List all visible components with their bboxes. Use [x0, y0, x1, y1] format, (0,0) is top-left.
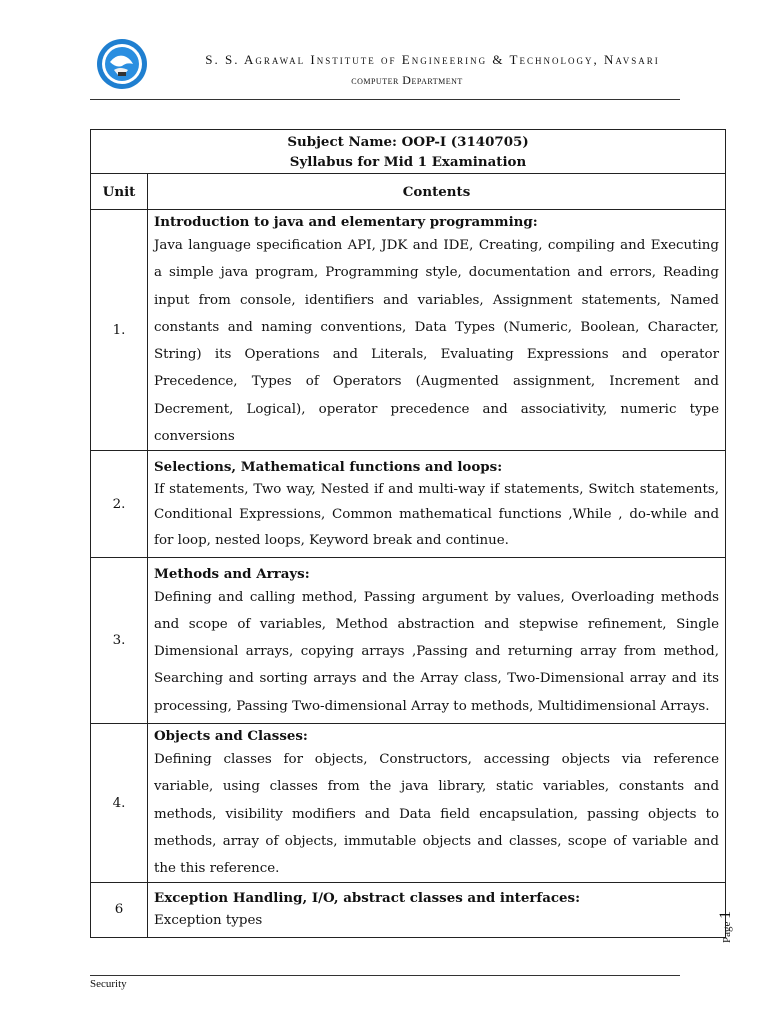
unit-number: 1. [91, 210, 148, 451]
subject-name: Subject Name: OOP-I (3140705) [287, 133, 529, 150]
topic-title: Introduction to java and elementary programming: [154, 214, 538, 230]
unit-number: 4. [91, 724, 148, 882]
contents-column-header: Contents [148, 174, 726, 210]
title-cell [91, 130, 726, 174]
topic-body: Java language specification API, JDK and IDE, Creating, compiling and Executing a simple java program, Programming style, documentation and errors, Reading input from console, identifiers and variables, Assignment statements, Named constants and naming conventions, Data Types (Numeric, Boolean, Character, String) its Operations and Literals, Evaluating Expressions and operator Precedence, Types of Operators (Augmented assignment, Increment and Decrement, Logical), operator precedence and associativity, numeric type conversions [154, 238, 720, 445]
table-row [91, 724, 726, 882]
table-row [91, 558, 726, 724]
topic-body: Defining and calling method, Passing argument by values, Overloading methods and scope of variables, Method abstraction and stepwise refinement, Single Dimensional arrays, copying arrays ,Passing and returning array from method, Searching and sorting arrays and the Array class, Two-Dimensional array and its processing, Passing Two-dimensional Array to methods, Multidimensional Arrays. [154, 589, 720, 714]
unit-number: 3. [91, 558, 148, 724]
unit-number: 2. [91, 451, 148, 558]
topic-body: Exception types [154, 913, 263, 929]
department-name: computer Department [351, 73, 463, 87]
footer-classification: Security [90, 978, 127, 990]
unit-column-header: Unit [91, 174, 148, 210]
topic-title: Exception Handling, I/O, abstract classes and interfaces: [154, 890, 581, 907]
table-row [91, 451, 726, 558]
institute-name: S. S. Agrawal Institute of Engineering & Technology, Navsari [205, 52, 660, 67]
column-header-row [91, 174, 726, 210]
page-number: 1 [717, 910, 734, 919]
contents-cell [148, 724, 726, 882]
table-row [91, 210, 726, 451]
contents-cell [148, 451, 726, 558]
topic-title: Selections, Mathematical functions and loops: [154, 458, 503, 475]
table-row [91, 882, 726, 937]
topic-body: Defining classes for objects, Constructors, accessing objects via reference variable, using classes from the java library, static variables, constants and methods, visibility modifiers and Data field encapsulation, passing objects to methods, array of objects, immutable objects and classes, scope of variable and the this reference. [154, 752, 720, 876]
contents-cell [148, 882, 726, 937]
topic-title: Objects and Classes: [154, 728, 308, 745]
contents-cell [148, 558, 726, 724]
unit-number: 6 [91, 882, 148, 937]
contents-cell [148, 210, 726, 451]
exam-title: Syllabus for Mid 1 Examination [289, 153, 527, 170]
page-word: Page [721, 921, 733, 943]
header-divider [90, 99, 680, 100]
topic-title: Methods and Arrays: [154, 565, 310, 582]
syllabus-table [90, 129, 726, 938]
topic-body: If statements, Two way, Nested if and multi-way if statements, Switch statements, Conditional Expressions, Common mathematical functions ,While , do-while and for loop, nested loops, Keyword break and continue. [154, 481, 720, 549]
footer-divider [90, 975, 680, 976]
page-number-label [717, 903, 735, 943]
title-row [91, 130, 726, 174]
institute-emblem-icon [96, 38, 148, 90]
